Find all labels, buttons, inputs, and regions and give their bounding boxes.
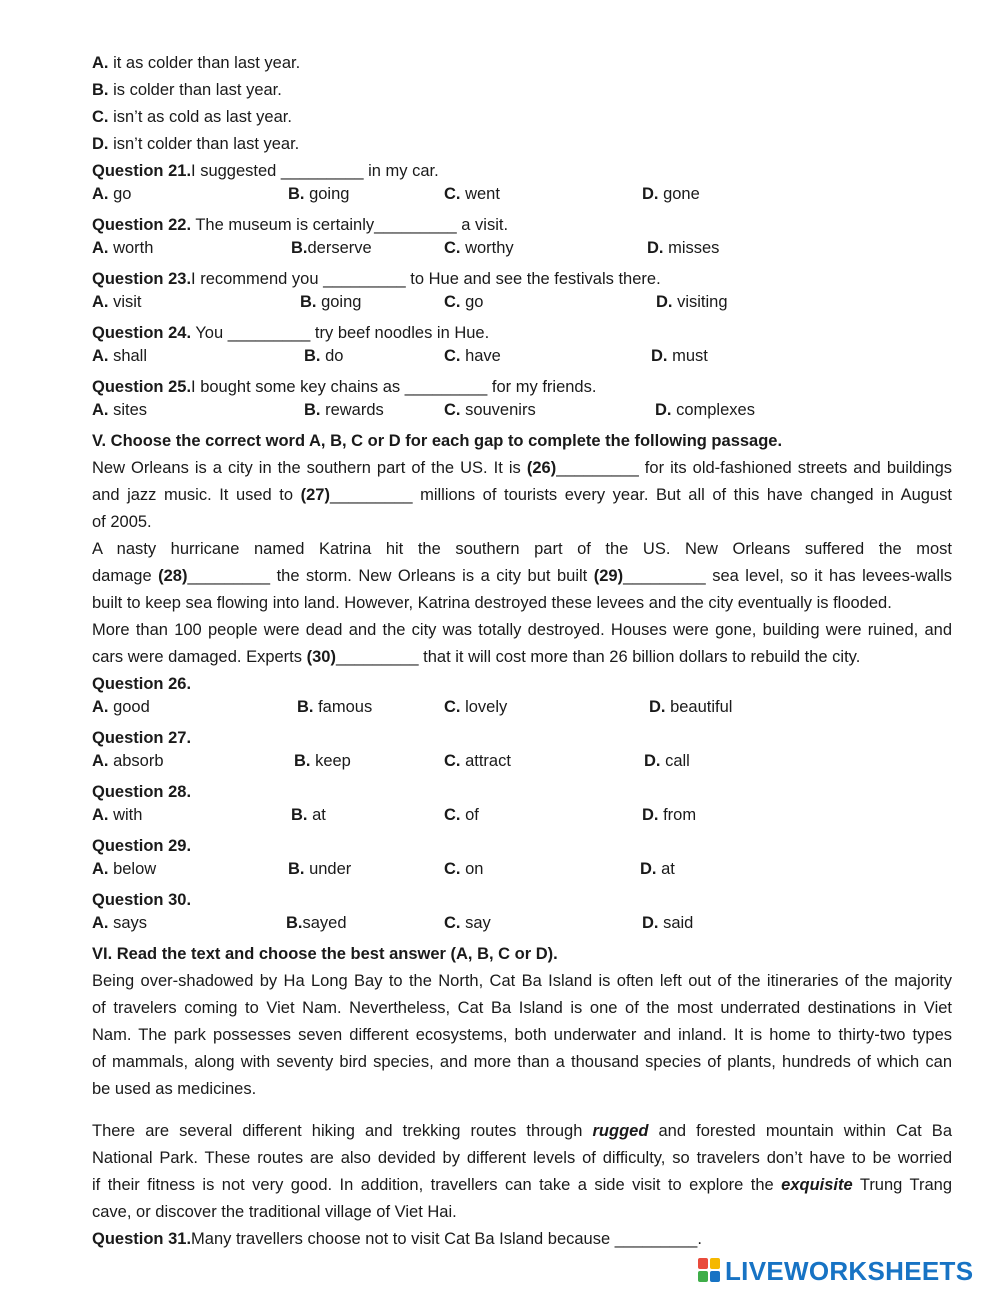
options-30 <box>92 914 952 941</box>
option-d: D. gone <box>642 185 700 203</box>
option-d: D. at <box>640 860 675 878</box>
option-c: C. attract <box>444 752 511 770</box>
option-b: B. famous <box>297 698 373 716</box>
option-b: B. under <box>288 860 352 878</box>
option-a: A. says <box>92 914 148 932</box>
options-24 <box>92 347 952 374</box>
passage-new-orleans-p2: A nasty hurricane named Katrina hit the southern part of the US. New Orleans suffered the most damage (28)_________ the storm. New Orleans is a city but built (29)_________ sea level, so it has levees-walls built to keep sea flowing into land. However, Katrina destroyed these levees and the city eventually is flooded. More than 100 people were dead and the city was totally destroyed. Houses were gone, building were ruined, and cars were damaged. Experts (30)_________ that it will cost more than 26 billion dollars to rebuild the city. <box>92 540 952 666</box>
option-b: B. keep <box>294 752 351 770</box>
options-25 <box>92 401 952 428</box>
question-21: Question 21.I suggested _________ in my car. <box>92 162 439 180</box>
option-c: C. worthy <box>444 239 514 257</box>
passage-cat-ba-p1: Being over-shadowed by Ha Long Bay to the North, Cat Ba Island is often left out of the itineraries of the majority of travelers coming to Viet Nam. Nevertheless, Cat Ba Island is one of the most underrated destinations in Viet Nam. The park possesses seven different ecosystems, both underwater and inland. It is home to thirty-two types of mammals, along with seventy bird species, and more than a thousand species of plants, hundreds of which can be used as medicines. <box>92 972 952 1098</box>
question-30: Question 30. <box>92 891 192 909</box>
question-27: Question 27. <box>92 729 192 747</box>
question-25: Question 25.I bought some key chains as _________ for my friends. <box>92 378 597 396</box>
option-c: C. souvenirs <box>444 401 536 419</box>
option-b: B.sayed <box>286 914 347 932</box>
option-c: C. of <box>444 806 479 824</box>
option-a: A. below <box>92 860 157 878</box>
option-c: C. go <box>444 293 484 311</box>
option-a: A. absorb <box>92 752 164 770</box>
question-31: Question 31.Many travellers choose not to visit Cat Ba Island because _________. <box>92 1230 702 1248</box>
option-a: A. worth <box>92 239 154 257</box>
question-24: Question 24. You _________ try beef noodles in Hue. <box>92 324 490 342</box>
option-b: B.derserve <box>291 239 372 257</box>
option-d: D. said <box>642 914 694 932</box>
option-a: A. with <box>92 806 143 824</box>
option-b: B. going <box>300 293 362 311</box>
passage-cat-ba-p2: There are several different hiking and trekking routes through rugged and forested mountain within Cat Ba National Park. These routes are also devided by different levels of difficulty, so travelers don’t have to be worried if their fitness is not very good. In addition, travellers can take a side visit to explore the exquisite Trung Trang cave, or discover the traditional village of Viet Hai. <box>92 1122 952 1221</box>
options-26 <box>92 698 952 725</box>
section-5-heading: V. Choose the correct word A, B, C or D for each gap to complete the following passage. <box>92 432 783 450</box>
option-d: D. visiting <box>656 293 728 311</box>
section-6-heading: VI. Read the text and choose the best answer (A, B, C or D). <box>92 945 558 963</box>
option-line: A. it as colder than last year. <box>92 54 301 72</box>
option-a: A. good <box>92 698 150 716</box>
option-d: D. complexes <box>655 401 755 419</box>
option-a: A. visit <box>92 293 142 311</box>
options-28 <box>92 806 952 833</box>
options-23 <box>92 293 952 320</box>
option-d: D. from <box>642 806 697 824</box>
passage-new-orleans-p1: New Orleans is a city in the southern part of the US. It is (26)_________ for its old-fashioned streets and buildings and jazz music. It used to (27)_________ millions of tourists every year. But all of this have changed in August of 2005. <box>92 459 952 531</box>
option-c: C. say <box>444 914 491 932</box>
option-c: C. have <box>444 347 501 365</box>
option-d: D. must <box>651 347 708 365</box>
options-29 <box>92 860 952 887</box>
options-21 <box>92 185 952 212</box>
worksheet-page <box>92 50 952 1253</box>
question-23: Question 23.I recommend you _________ to Hue and see the festivals there. <box>92 270 661 288</box>
option-c: C. on <box>444 860 484 878</box>
option-c: C. went <box>444 185 500 203</box>
liveworksheets-logo <box>698 1256 998 1286</box>
question-28: Question 28. <box>92 783 192 801</box>
liveworksheets-logo-text: LIVEWORKSHEETS <box>725 1255 974 1286</box>
options-22 <box>92 239 952 266</box>
option-b: B. do <box>304 347 344 365</box>
question-26: Question 26. <box>92 675 192 693</box>
option-b: B. at <box>291 806 326 824</box>
option-line: B. is colder than last year. <box>92 81 282 99</box>
option-d: D. beautiful <box>649 698 733 716</box>
option-c: C. lovely <box>444 698 508 716</box>
option-d: D. misses <box>647 239 720 257</box>
option-line: D. isn’t colder than last year. <box>92 135 300 153</box>
question-29: Question 29. <box>92 837 192 855</box>
option-line: C. isn’t as cold as last year. <box>92 108 292 126</box>
option-d: D. call <box>644 752 690 770</box>
option-a: A. shall <box>92 347 148 365</box>
option-b: B. rewards <box>304 401 384 419</box>
option-a: A. sites <box>92 401 148 419</box>
liveworksheets-logo-icon <box>698 1258 722 1284</box>
option-a: A. go <box>92 185 132 203</box>
question-22: Question 22. The museum is certainly_________ a visit. <box>92 216 509 234</box>
option-b: B. going <box>288 185 350 203</box>
options-27 <box>92 752 952 779</box>
